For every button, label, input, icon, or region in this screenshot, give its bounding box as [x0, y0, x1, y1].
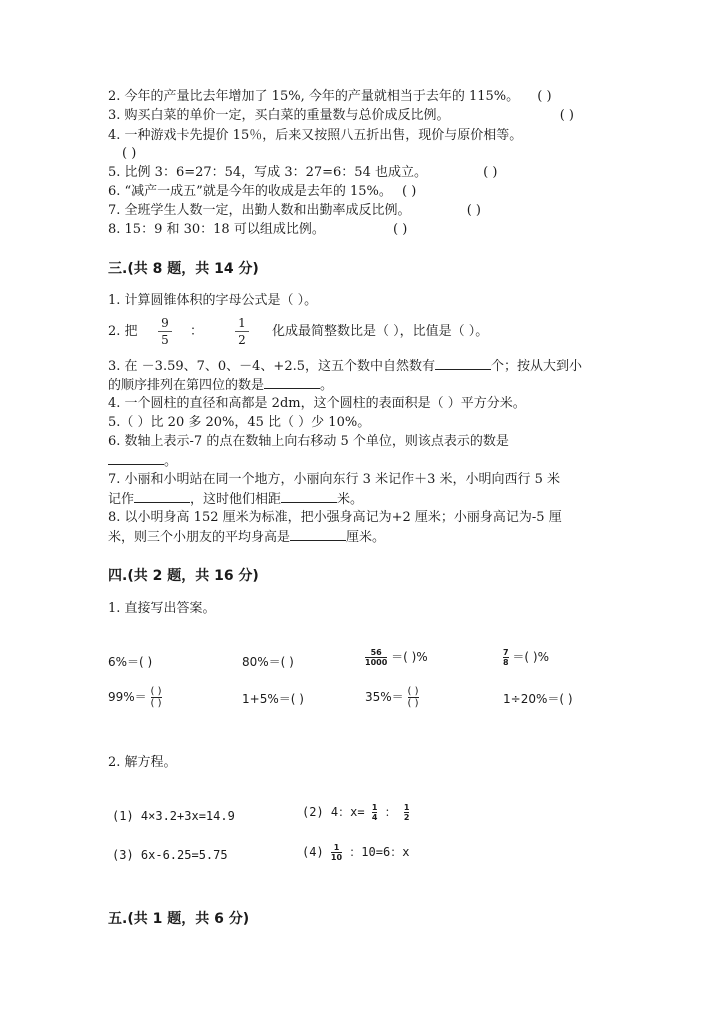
- calc-1-div-20-percent: 1÷20%＝( ): [503, 692, 573, 706]
- section4-heading: 四.(共 2 题，共 16 分): [108, 568, 259, 584]
- fraction-1-2: 1 2: [235, 316, 249, 347]
- fill-q7-line1: 7. 小丽和小明站在同一个地方，小丽向东行 3 米记作＋3 米，小明向西行 5 米: [108, 472, 561, 487]
- answer-blank[interactable]: [435, 357, 491, 370]
- fraction-9-5: 9 5: [158, 316, 172, 347]
- fill-q3-line2: 的顺序排列在第四位的数是 。: [108, 378, 334, 393]
- answer-paren[interactable]: ( ): [483, 165, 498, 180]
- answer-paren[interactable]: ( ): [402, 184, 417, 199]
- judge-q5: 5. 比例 3：6=27：54，写成 3：27=6：54 也成立。 ( ): [108, 165, 498, 180]
- judge-q6: 6. “减产一成五”就是今年的收成是去年的 15%。 ( ): [108, 184, 417, 199]
- answer-paren[interactable]: ( ): [537, 89, 552, 104]
- fill-q8-line2: 米，则三个小朋友的平均身高是 厘米。: [108, 530, 386, 545]
- judge-q8: 8. 15：9 和 30：18 可以组成比例。 ( ): [108, 222, 408, 237]
- fraction-answer[interactable]: ( ) ( ): [150, 686, 162, 709]
- fill-q6-line1: 6. 数轴上表示-7 的点在数轴上向右移动 5 个单位，则该点表示的数是: [108, 434, 509, 449]
- answer-blank[interactable]: [108, 452, 164, 465]
- judge-q3: 3. 购买白菜的单价一定，买白菜的重量数与总价成反比例。 ( ): [108, 108, 574, 123]
- judge-q4: 4. 一种游戏卡先提价 15％，后来又按照八五折出售，现价与原价相等。: [108, 128, 523, 143]
- answer-blank[interactable]: [264, 376, 320, 389]
- calc-title: 1. 直接写出答案。: [108, 601, 216, 616]
- fill-q5: 5.（ ）比 20 多 20%，45 比（ ）少 10%。: [108, 415, 371, 430]
- fill-q6-line2: 。: [108, 452, 177, 471]
- fraction-answer[interactable]: ( ) ( ): [407, 686, 419, 709]
- fill-q2-prefix: 2. 把: [108, 324, 138, 339]
- fill-q1: 1. 计算圆锥体积的字母公式是（ ）。: [108, 293, 318, 308]
- equation-1: (1) 4×3.2+3x=14.9: [112, 809, 235, 823]
- answer-paren[interactable]: ( ): [392, 222, 408, 237]
- equation-title: 2. 解方程。: [108, 755, 177, 770]
- fraction-7-8: $\frac{7}{8}$: [503, 648, 509, 667]
- fill-q2-suffix: 化成最简整数比是（ ），比值是（ ）。: [272, 324, 489, 339]
- fraction-1-2: $\frac{1}{2}$: [403, 803, 410, 822]
- calc-99-percent: 99%＝ ( ) ( ): [108, 686, 162, 709]
- fill-q2-colon: ：: [190, 324, 204, 339]
- fraction-1-4: $\frac{1}{4}$: [371, 803, 378, 822]
- calc-80-percent: 80%＝( ): [242, 655, 294, 669]
- equation-4: $(4) \frac{1}{10}$ ：10=6：x: [302, 843, 410, 862]
- equation-3: (3) 6x-6.25=5.75: [112, 848, 228, 862]
- calc-6-percent: 6%＝( ): [108, 655, 153, 669]
- answer-paren[interactable]: ( ): [559, 108, 574, 123]
- fraction-1-10: $\frac{1}{10}$: [330, 843, 343, 862]
- fill-q8-line1: 8. 以小明身高 152 厘米为标准，把小强身高记为+2 厘米；小丽身高记为-5 厘: [108, 510, 562, 525]
- answer-paren[interactable]: ( ): [122, 146, 137, 161]
- calc-7-over-8: $\frac{7}{8}$ ＝( )%: [503, 648, 549, 667]
- calc-35-percent: 35%＝ ( ) ( ): [365, 686, 419, 709]
- fill-q4: 4. 一个圆柱的直径和高都是 2dm，这个圆柱的表面积是（ ）平方分米。: [108, 396, 526, 411]
- judge-q7: 7. 全班学生人数一定，出勤人数和出勤率成反比例。 ( ): [108, 203, 481, 218]
- answer-blank[interactable]: [281, 490, 337, 503]
- fraction-56-1000: $\frac{56}{1000}$: [365, 648, 388, 667]
- answer-blank[interactable]: [134, 490, 190, 503]
- fill-q7-line2: 记作 ，这时他们相距 米。: [108, 492, 364, 507]
- equation-2: (2) 4：$x= \frac{1}{4}$ ： $\frac{1}{2}$: [302, 803, 410, 822]
- section3-heading: 三.(共 8 题，共 14 分): [108, 261, 259, 277]
- fill-q3-line1: 3. 在 －3.59、7、0、－4、+2.5，这五个数中自然数有 个；按从大到小: [108, 359, 583, 374]
- answer-blank[interactable]: [290, 528, 346, 541]
- judge-q2: 2. 今年的产量比去年增加了 15%, 今年的产量就相当于去年的 115%。 ( ): [108, 89, 552, 104]
- calc-56-over-1000: $\frac{56}{1000}$ ＝( )%: [365, 648, 428, 667]
- judge-q4-answer: [122, 145, 136, 163]
- answer-paren[interactable]: ( ): [466, 203, 481, 218]
- calc-1-plus-5-percent: 1+5%＝( ): [242, 692, 304, 706]
- section5-heading: 五.(共 1 题，共 6 分): [108, 911, 250, 927]
